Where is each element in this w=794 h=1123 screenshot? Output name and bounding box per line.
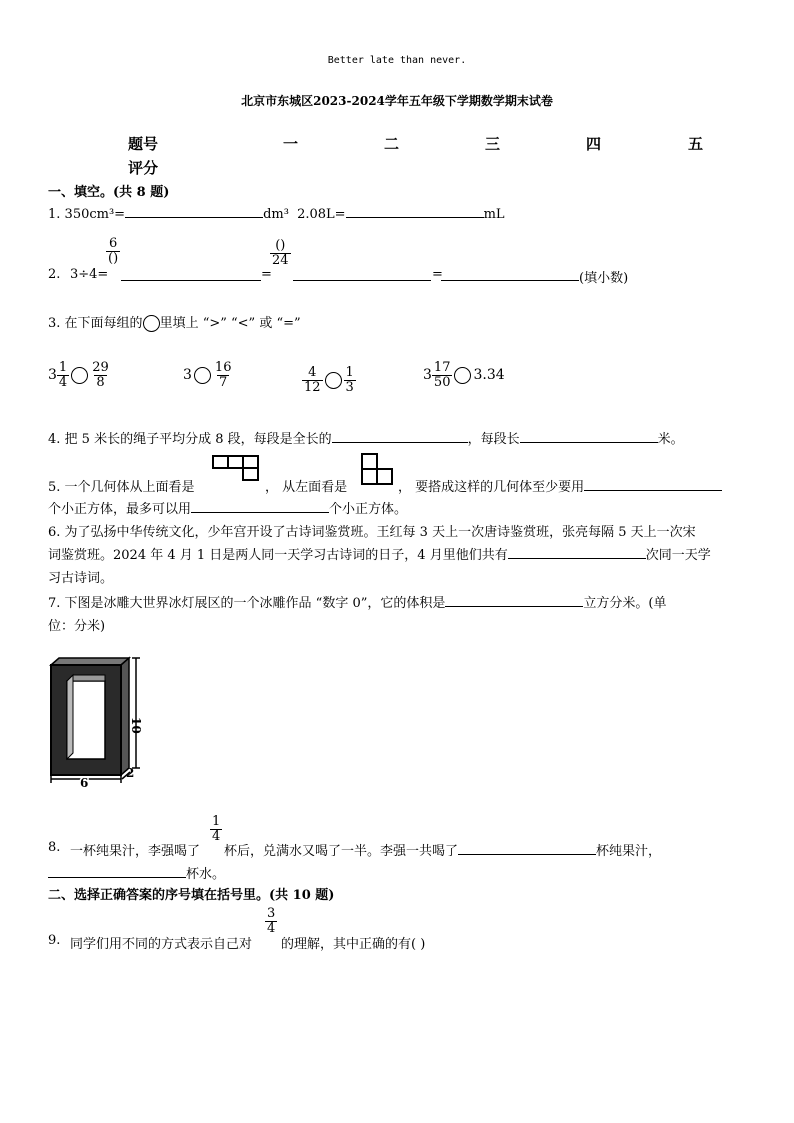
score-col-3: 三 — [485, 135, 501, 153]
q4-answer-blank-2[interactable] — [520, 430, 658, 443]
section-2-heading: 二、选择正确答案的序号填在括号里。(共 10 题) — [48, 888, 335, 903]
score-col-1: 一 — [283, 135, 299, 153]
q6-line-3: 习古诗词。 — [48, 571, 114, 586]
question-number: 9. — [48, 933, 61, 948]
question-7: 7. 下图是冰雕大世界冰灯展区的一个冰雕作品 “数字 0”，它的体积是 立方分米。(单 — [48, 596, 667, 611]
q3-item-3-fraction-left: $\frac{4}{12}$ — [304, 365, 321, 395]
compare-circle-icon[interactable] — [71, 367, 88, 384]
width-label: 6 — [80, 776, 89, 790]
q6-line-2: 词鉴赏班。2024 年 4 月 1 日是两人同一天学习古诗词的日子，4 月里他们共有 次同一天学 — [48, 548, 711, 563]
q3-item-2: 3 $\frac{16}{7}$ — [183, 360, 232, 390]
q3-item-4-fraction-left: $\frac{17}{50}$ — [433, 360, 451, 390]
page-motto: Better late than never. — [327, 55, 467, 66]
question-1 — [48, 205, 505, 222]
q1-expression-1: 350cm³= — [64, 207, 126, 222]
q5-answer-blank-2[interactable] — [191, 500, 329, 513]
q1-unit-2: mL — [483, 207, 505, 222]
q1-unit-1: dm³ — [263, 207, 289, 222]
score-col-4: 四 — [586, 135, 602, 153]
q3-item-1: 3 $\frac{1}{4}$ $\frac{29}{8}$ — [48, 360, 109, 390]
q1-expression-2: 2.08L= — [297, 207, 346, 222]
depth-label: 2 — [126, 766, 135, 780]
q2-expression: 3÷4= — [70, 267, 109, 282]
question-number: 7. — [48, 596, 61, 611]
score-col-5: 五 — [688, 135, 704, 153]
score-row-label: 评分 — [128, 159, 159, 177]
ice-sculpture-zero-figure — [46, 655, 146, 790]
q3-item-3-fraction-right: $\frac{1}{3}$ — [345, 365, 354, 395]
left-view-icon — [358, 452, 396, 488]
circle-icon — [143, 315, 160, 332]
q3-item-1-fraction-right: $\frac{29}{8}$ — [92, 360, 109, 390]
q5-answer-blank-1[interactable] — [584, 478, 722, 491]
height-label: 10 — [129, 717, 143, 734]
q7-answer-blank[interactable] — [445, 594, 583, 607]
question-number: 4. — [48, 432, 61, 447]
q2-fraction-1: 6 () — [108, 236, 119, 266]
q3-item-4: 3 $\frac{17}{50}$ 3.34 — [423, 360, 505, 390]
q8-fraction: $\frac{1}{4}$ — [212, 814, 221, 844]
q2-note: (填小数) — [579, 271, 629, 286]
question-number: 8. — [48, 840, 61, 855]
question-5: 5. 一个几何体从上面看是 — [48, 480, 195, 495]
q7-line-2: 位：分米) — [48, 619, 106, 634]
q2-equals-2: = — [432, 267, 443, 282]
q3-item-3 — [302, 361, 356, 394]
q2-fraction-2: () 24 — [272, 238, 289, 268]
q2-equals-1: = — [261, 267, 272, 282]
question-number: 6. — [48, 525, 61, 540]
question-6: 6. 为了弘扬中华传统文化，少年宫开设了古诗词鉴赏班。王红每 3 天上一次唐诗鉴赏班，张亮每隔 5 天上一次宋 — [48, 525, 696, 540]
compare-circle-icon[interactable] — [194, 367, 211, 384]
compare-circle-icon[interactable] — [325, 372, 342, 389]
q5-text-min: ， 要搭成这样的几何体至少要用 — [398, 476, 722, 495]
section-1-heading: 一、填空。(共 8 题) — [48, 185, 170, 200]
question-3 — [48, 312, 301, 332]
exam-title: 北京市东城区2023-2024学年五年级下学期数学期末试卷 — [241, 94, 553, 108]
q8-line-2: 杯水。 — [48, 863, 225, 882]
q5-text-left-view: ， 从左面看是 — [265, 480, 348, 495]
q5-line-2: 个小正方体，最多可以用 个小正方体。 — [48, 502, 408, 517]
q8-answer-blank-2[interactable] — [48, 865, 186, 878]
compare-circle-icon[interactable] — [454, 367, 471, 384]
question-4: 4. 把 5 米长的绳子平均分成 8 段，每段是全长的 ，每段长 米。 — [48, 432, 684, 447]
q4-answer-blank-1[interactable] — [332, 430, 468, 443]
score-col-2: 二 — [384, 135, 400, 153]
top-view-icon — [209, 454, 261, 482]
q3-text: 在下面每组的 — [64, 316, 143, 331]
q3-item-2-fraction-right: $\frac{16}{7}$ — [214, 360, 232, 390]
q3-item-1-fraction-left: $\frac{1}{4}$ — [58, 360, 68, 390]
q2-answer-blank-2[interactable] — [293, 268, 431, 281]
q6-answer-blank[interactable] — [508, 546, 646, 559]
question-number: 5. — [48, 480, 61, 495]
q1-answer-blank-2[interactable] — [346, 205, 484, 218]
q8-answer-blank-1[interactable] — [458, 842, 596, 855]
question-number: 3. — [48, 316, 61, 331]
q1-answer-blank-1[interactable] — [125, 205, 263, 218]
q9-fraction: $\frac{3}{4}$ — [267, 906, 276, 936]
q2-answer-blank-3[interactable] — [441, 268, 579, 281]
question-number: 2. — [48, 267, 61, 282]
question-number: 1. — [48, 207, 61, 222]
score-table-row-label: 题号 — [128, 135, 159, 153]
q3-text-symbols: 里填上 “>” “<” 或 “=” — [159, 316, 301, 331]
q2-answer-blank-1[interactable] — [121, 268, 261, 281]
